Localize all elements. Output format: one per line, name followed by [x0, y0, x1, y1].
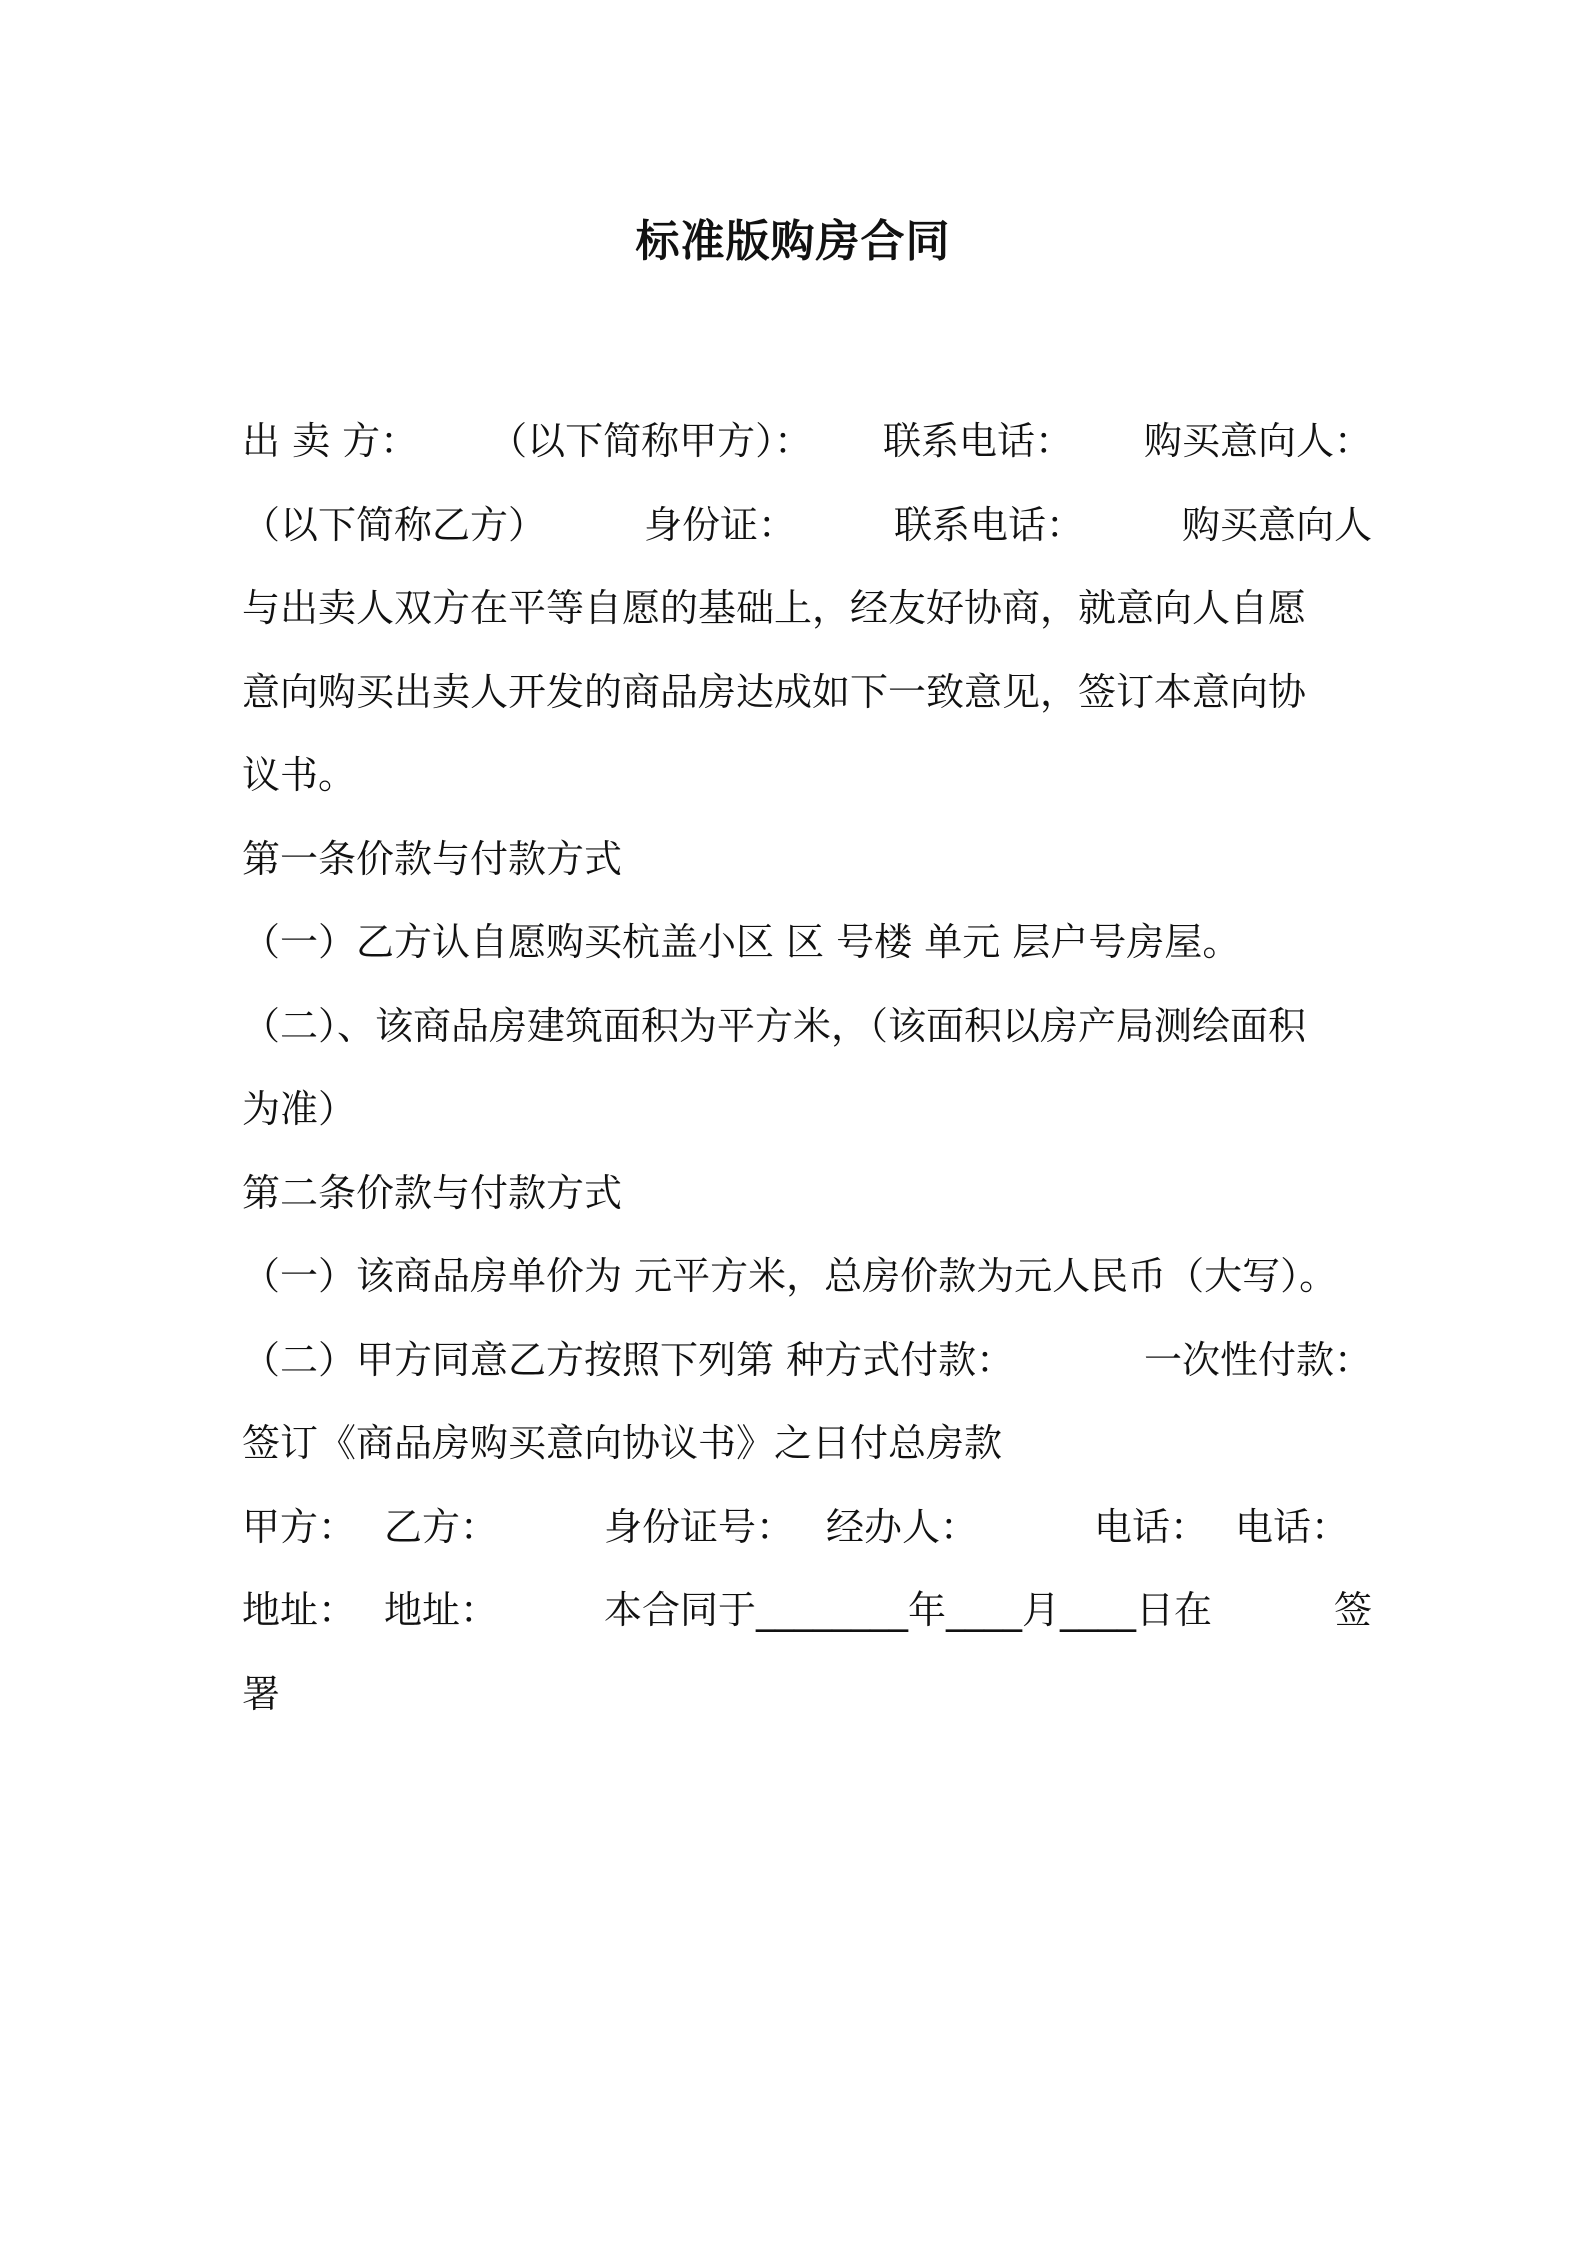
article-heading-2: 第二条价款与付款方式 [242, 1170, 623, 1215]
article-heading-1: 第一条价款与付款方式 [242, 836, 623, 881]
party-b-sign-label: 乙方： [384, 1504, 499, 1549]
agent-label: 经办人： [826, 1504, 979, 1549]
buyer-text: 购买意向人 [1181, 502, 1372, 547]
party-a-sign-label: 甲方： [242, 1504, 357, 1549]
payment-method-text: （二）甲方同意乙方按照下列第 种方式付款： [242, 1337, 1015, 1382]
signing-char-1: 签 [1333, 1588, 1372, 1632]
signature-line-parties [242, 1486, 1372, 1570]
contract-body [242, 400, 1372, 1736]
seller-phone-label: 联系电话： [883, 419, 1074, 463]
phone-label-a: 电话： [1094, 1504, 1209, 1549]
clause-line: （一）乙方认自愿购买杭盖小区 区 号楼 单元 层户号房屋。 [242, 920, 1241, 964]
address-label-a: 地址： [242, 1588, 357, 1632]
clause-line: （一）该商品房单价为 元平方米，总房价款为元人民币（大写）。 [242, 1254, 1338, 1298]
address-label-b: 地址： [384, 1588, 499, 1632]
party-a-note: （以下简称甲方）： [489, 419, 813, 463]
paragraph-line: 议书。 [242, 753, 357, 797]
paragraph-line-buyer [242, 484, 1372, 568]
signing-date-text: 本合同于________年____月____日在 [604, 1588, 1213, 1632]
phone-label-b: 电话： [1235, 1504, 1350, 1549]
paragraph-line: 意向购买出卖人开发的商品房达成如下一致意见，签订本意向协 [242, 669, 1307, 714]
party-b-note: （以下简称乙方） [242, 502, 547, 547]
seller-label: 出 卖 方： [242, 419, 419, 463]
paragraph-line-seller [242, 400, 1372, 484]
clause-line-payment [242, 1319, 1372, 1403]
buyer-label: 购买意向人： [1143, 419, 1372, 463]
clause-line: 为准） [242, 1087, 357, 1131]
clause-line: （二）、该商品房建筑面积为平方米，（该面积以房产局测绘面积 [242, 1003, 1307, 1048]
paragraph-line: 与出卖人双方在平等自愿的基础上，经友好协商，就意向人自愿 [242, 586, 1307, 630]
id-number-label: 身份证号： [604, 1504, 795, 1549]
lump-sum-label: 一次性付款： [1143, 1337, 1372, 1382]
page-title: 标准版购房合同 [635, 216, 951, 267]
clause-line: 签订《商品房购买意向协议书》之日付总房款 [242, 1421, 1003, 1465]
signature-line-address [242, 1569, 1372, 1653]
id-card-label: 身份证： [643, 502, 796, 547]
signing-char-2: 署 [242, 1671, 281, 1716]
buyer-phone-label: 联系电话： [893, 502, 1084, 547]
